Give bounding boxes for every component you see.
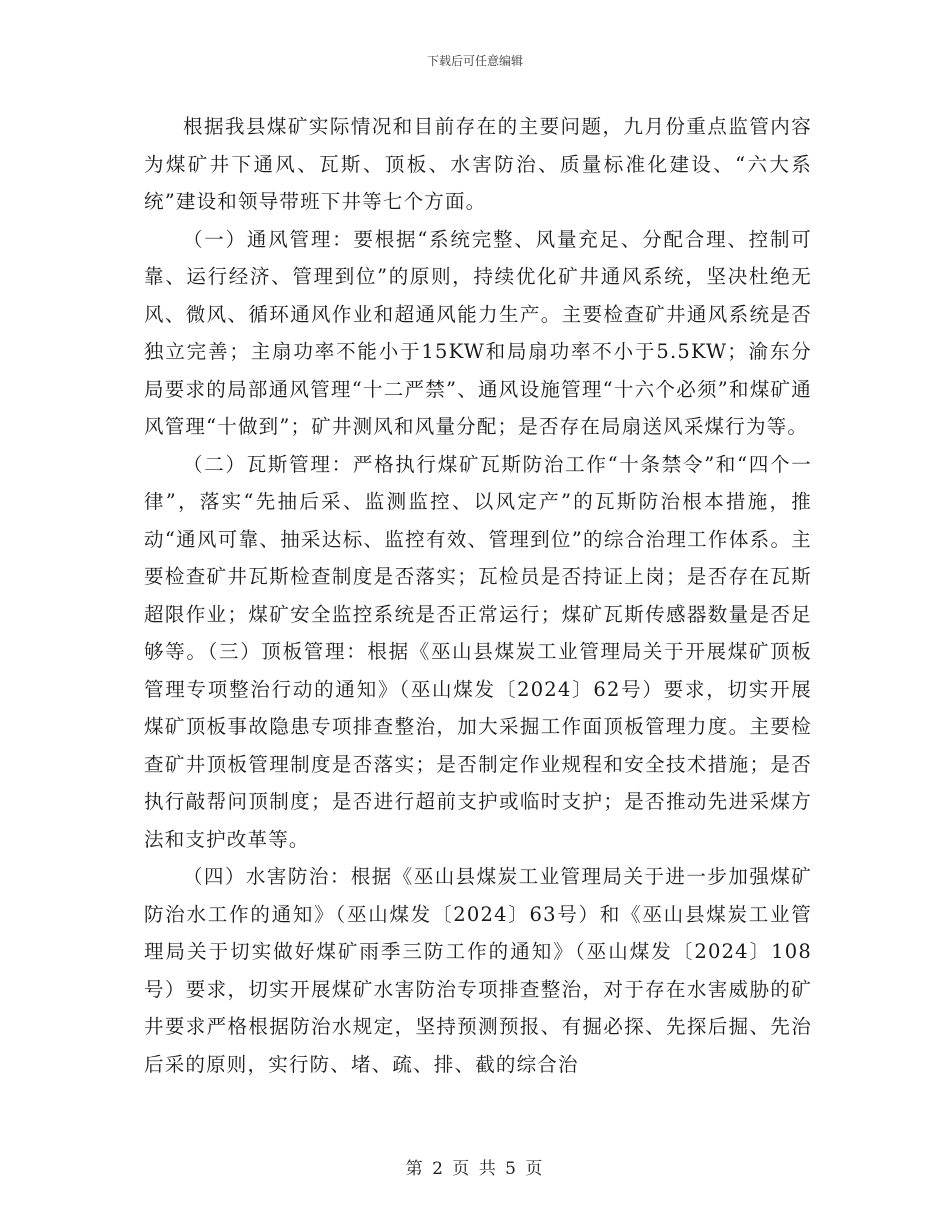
paragraph-gas-and-roof: （二）瓦斯管理：严格执行煤矿瓦斯防治工作“十条禁令”和“四个一律”，落实“先抽后采、监测监控、以风定产”的瓦斯防治根本措施，推动“通风可靠、抽采达标、监控有效、管理到位”的综合治理工作体系。主要检查矿井瓦斯检查制度是否落实；瓦检员是否持证上岗；是否存在瓦斯超限作业；煤矿安全监控系统是否正常运行；煤矿瓦斯传感器数量是否足够等。（三）顶板管理：根据《巫山县煤炭工业管理局关于开展煤矿顶板管理专项整治行动的通知》（巫山煤发〔2024〕62号）要求，切实开展煤矿顶板事故隐患专项排查整治，加大采掘工作面顶板管理力度。主要检查矿井顶板管理制度是否落实；是否制定作业规程和安全技术措施；是否执行敲帮问顶制度；是否进行超前支护或临时支护；是否推动先进采煤方法和支护改革等。 [144, 452, 812, 851]
paragraph-intro: 根据我县煤矿实际情况和目前存在的主要问题，九月份重点监管内容为煤矿井下通风、瓦斯、顶板、水害防治、质量标准化建设、“六大系统”建设和领导带班下井等七个方面。 [144, 115, 812, 213]
page-number: 第 2 页 共 5 页 [405, 1159, 545, 1179]
page-header-note: 下载后可任意编辑 [426, 54, 523, 68]
paragraph-ventilation: （一）通风管理：要根据“系统完整、风量充足、分配合理、控制可靠、运行经济、管理到位”的原则，持续优化矿井通风系统，坚决杜绝无风、微风、循环通风作业和超通风能力生产。主要检查矿井通风系统是否独立完善；主扇功率不能小于15KW和局扇功率不小于5.5KW；渝东分局要求的局部通风管理“十二严禁”、通风设施管理“十六个必须”和煤矿通风管理“十做到”；矿井测风和风量分配；是否存在局扇送风采煤行为等。 [144, 227, 812, 438]
document-body [144, 108, 812, 1083]
paragraph-water-hazard: （四）水害防治：根据《巫山县煤炭工业管理局关于进一步加强煤矿防治水工作的通知》（巫山煤发〔2024〕63号）和《巫山县煤炭工业管理局关于切实做好煤矿雨季三防工作的通知》（巫山煤发〔2024〕108号）要求，切实开展煤矿水害防治专项排查整治，对于存在水害威胁的矿井要求严格根据防治水规定，坚持预测预报、有掘必探、先探后掘、先治后采的原则，实行防、堵、疏、排、截的综合治 [144, 865, 812, 1076]
